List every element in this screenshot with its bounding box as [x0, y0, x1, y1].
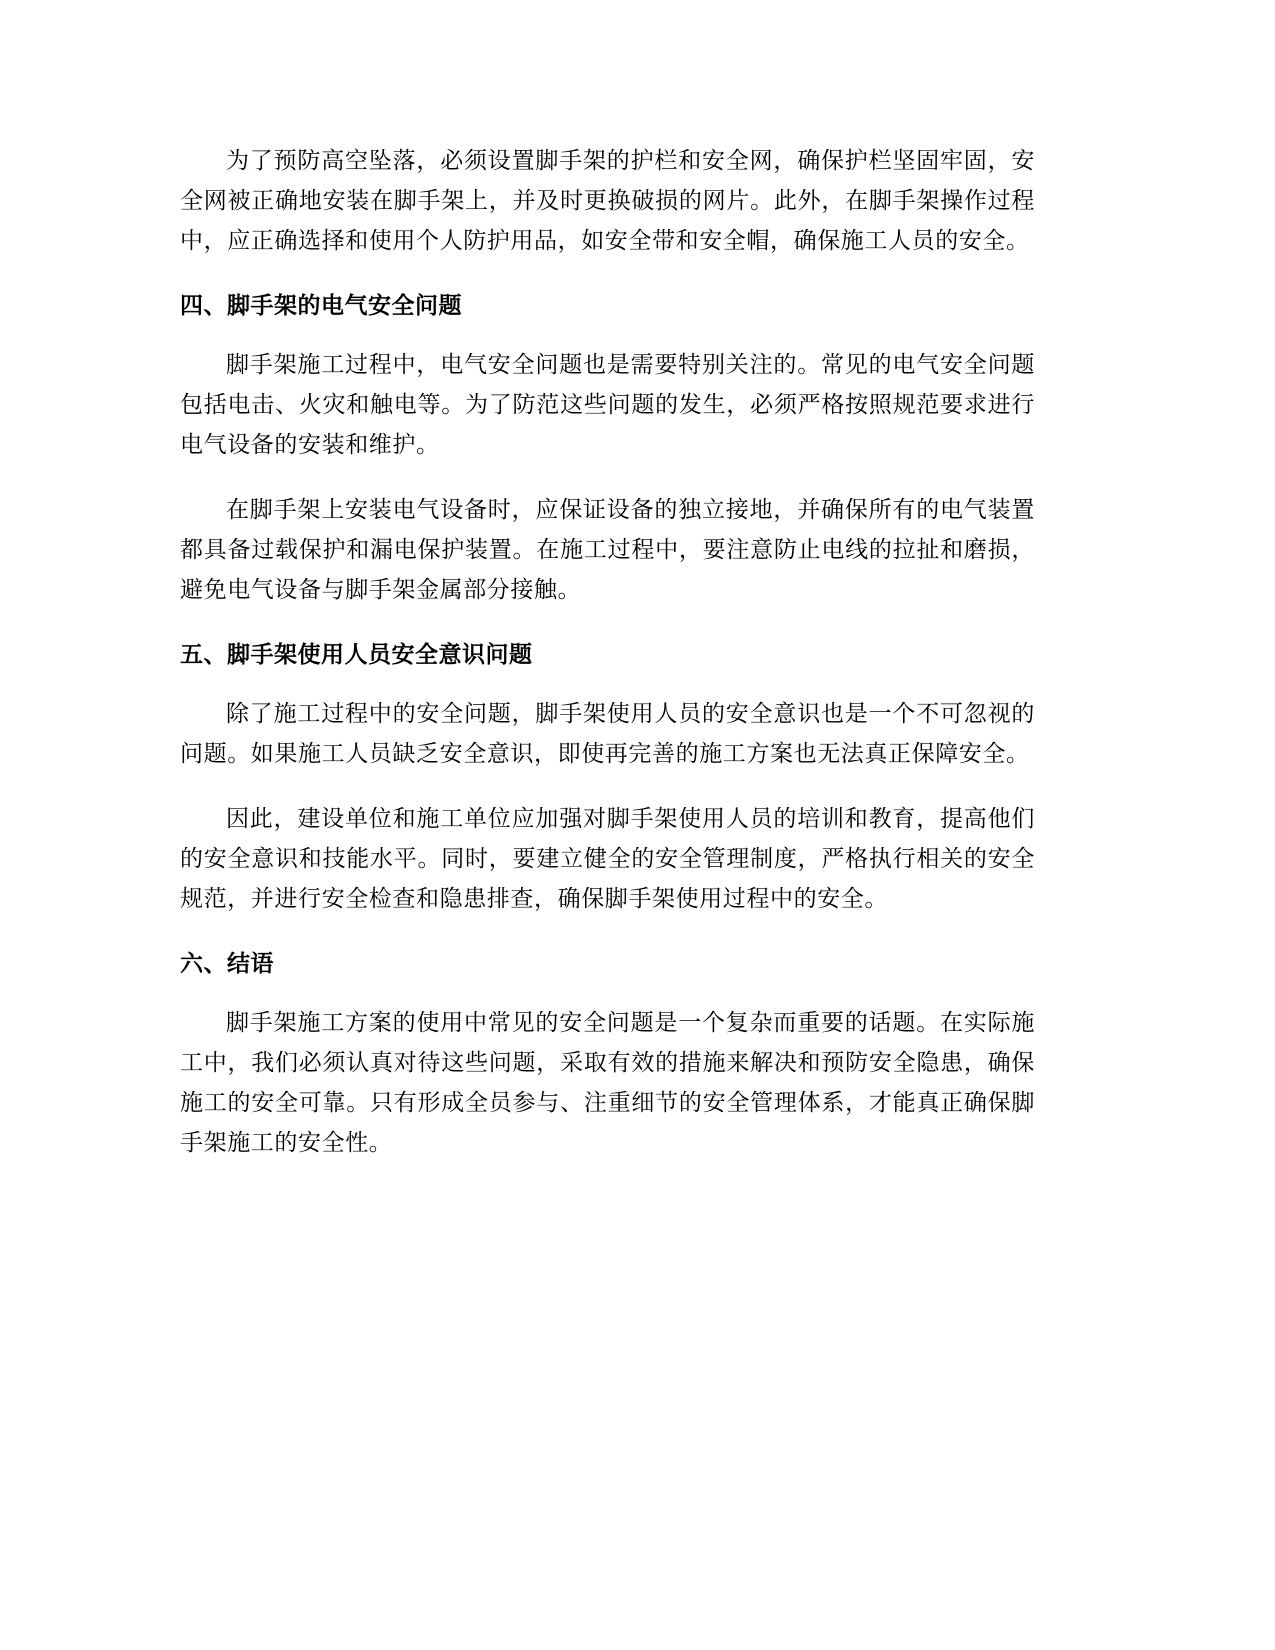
paragraph-electrical-grounding: 在脚手架上安装电气设备时，应保证设备的独立接地，并确保所有的电气装置都具备过载保护和漏电保护装置。在施工过程中，要注意防止电线的拉扯和磨损，避免电气设备与脚手架金属部分接触。	[180, 497, 1035, 603]
paragraph-awareness-training: 因此，建设单位和施工单位应加强对脚手架使用人员的培训和教育，提高他们的安全意识和技能水平。同时，要建立健全的安全管理制度，严格执行相关的安全规范，并进行安全检查和隐患排查，确保脚手架使用过程中的安全。	[180, 806, 1035, 912]
paragraph-guardrail-safety: 为了预防高空坠落，必须设置脚手架的护栏和安全网，确保护栏坚固牢固，安全网被正确地安装在脚手架上，并及时更换破损的网片。此外，在脚手架操作过程中，应正确选择和使用个人防护用品，如安全带和安全帽，确保施工人员的安全。	[180, 148, 1035, 254]
paragraph-electrical-intro: 脚手架施工过程中，电气安全问题也是需要特别关注的。常见的电气安全问题包括电击、火灾和触电等。为了防范这些问题的发生，必须严格按照规范要求进行电气设备的安装和维护。	[180, 352, 1035, 458]
heading-electrical-safety: 四、脚手架的电气安全问题	[180, 293, 462, 319]
heading-conclusion: 六、结语	[180, 951, 274, 977]
document-page	[180, 141, 1035, 1163]
paragraph-awareness-intro: 除了施工过程中的安全问题，脚手架使用人员的安全意识也是一个不可忽视的问题。如果施工人员缺乏安全意识，即使再完善的施工方案也无法真正保障安全。	[180, 701, 1035, 767]
paragraph-conclusion: 脚手架施工方案的使用中常见的安全问题是一个复杂而重要的话题。在实际施工中，我们必须认真对待这些问题，采取有效的措施来解决和预防安全隐患，确保施工的安全可靠。只有形成全员参与、注重细节的安全管理体系，才能真正确保脚手架施工的安全性。	[180, 1010, 1035, 1156]
heading-worker-awareness: 五、脚手架使用人员安全意识问题	[180, 642, 533, 668]
